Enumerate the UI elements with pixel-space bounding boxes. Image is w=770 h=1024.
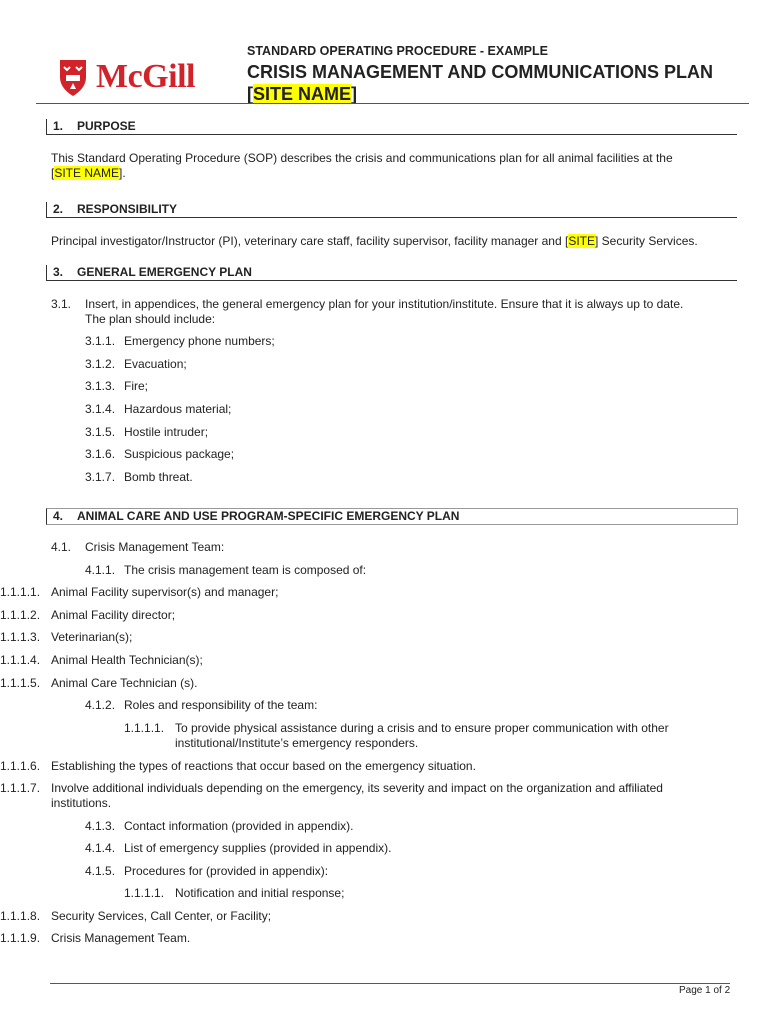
title-line-1: CRISIS MANAGEMENT AND COMMUNICATIONS PLAN bbox=[247, 62, 713, 82]
list-item-number: 1.1.1.2. bbox=[0, 608, 41, 622]
item-number: 4.1.3. bbox=[85, 819, 116, 833]
list-item-number: 3.1.3. bbox=[85, 379, 116, 393]
list-item-text: Evacuation; bbox=[124, 357, 187, 371]
list-item-number: 3.1.6. bbox=[85, 447, 116, 461]
item-text: The crisis management team is composed of: bbox=[124, 563, 367, 577]
list-item-number: 1.1.1.1. bbox=[124, 886, 165, 900]
site-name-placeholder: SITE NAME bbox=[54, 166, 120, 180]
section-heading-program-specific: 4. ANIMAL CARE AND USE PROGRAM-SPECIFIC EMERGENCY PLAN bbox=[46, 508, 738, 525]
list-item-number: 3.1.2. bbox=[85, 357, 116, 371]
item-number: 4.1.1. bbox=[85, 563, 116, 577]
list-item-text: Bomb threat. bbox=[124, 470, 193, 484]
list-item-number: 1.1.1.1. bbox=[124, 721, 165, 735]
item-number: 4.1.2. bbox=[85, 698, 116, 712]
item-number: 4.1.5. bbox=[85, 864, 116, 878]
list-item-text: Fire; bbox=[124, 379, 148, 393]
list-item-text: Security Services, Call Center, or Facility; bbox=[51, 909, 272, 923]
list-item-text: Notification and initial response; bbox=[175, 886, 345, 900]
list-item-number: 3.1.7. bbox=[85, 470, 116, 484]
list-item-text: institutional/Institute’s emergency responders. bbox=[175, 736, 419, 750]
purpose-text-line-2: [SITE NAME]. bbox=[51, 166, 126, 180]
list-item-number: 3.1.1. bbox=[85, 334, 116, 348]
list-item-text: Animal Care Technician (s). bbox=[51, 676, 198, 690]
document-subtitle: STANDARD OPERATING PROCEDURE - EXAMPLE bbox=[247, 44, 548, 58]
responsibility-text: Principal investigator/Instructor (PI), veterinary care staff, facility supervisor, facility manager and [SITE] Security Services. bbox=[51, 234, 698, 248]
site-name-placeholder: SITE NAME bbox=[253, 84, 352, 104]
item-text: List of emergency supplies (provided in appendix). bbox=[124, 841, 392, 855]
page-number: Page 1 of 2 bbox=[679, 985, 731, 996]
list-item-text: institutions. bbox=[51, 796, 112, 810]
list-item-number: 1.1.1.5. bbox=[0, 676, 41, 690]
list-item-text: To provide physical assistance during a crisis and to ensure proper communication with other bbox=[175, 721, 669, 735]
item-number: 3.1. bbox=[51, 297, 72, 311]
section-heading-general-emergency: 3. GENERAL EMERGENCY PLAN bbox=[46, 265, 737, 281]
title-line-2: [SITE NAME] bbox=[247, 84, 358, 104]
list-item-number: 3.1.5. bbox=[85, 425, 116, 439]
list-item-text: Crisis Management Team. bbox=[51, 931, 191, 945]
list-item-number: 1.1.1.3. bbox=[0, 630, 41, 644]
header-divider bbox=[36, 103, 749, 104]
list-item-number: 1.1.1.6. bbox=[0, 759, 41, 773]
list-item-number: 1.1.1.8. bbox=[0, 909, 41, 923]
item-text: The plan should include: bbox=[85, 312, 216, 326]
list-item-text: Hazardous material; bbox=[124, 402, 232, 416]
list-item-text: Suspicious package; bbox=[124, 447, 235, 461]
list-item-number: 1.1.1.7. bbox=[0, 781, 41, 795]
section-heading-responsibility: 2. RESPONSIBILITY bbox=[46, 202, 737, 218]
item-text: Contact information (provided in appendix). bbox=[124, 819, 354, 833]
item-text: Insert, in appendices, the general emergency plan for your institution/institute. Ensure that it is always up to date. bbox=[85, 297, 684, 311]
mcgill-shield-icon bbox=[58, 57, 88, 97]
footer-divider bbox=[50, 983, 730, 984]
list-item-number: 1.1.1.1. bbox=[0, 585, 41, 599]
item-number: 4.1. bbox=[51, 540, 72, 554]
document-title bbox=[247, 61, 713, 105]
list-item-text: Involve additional individuals depending on the emergency, its severity and impact on the organization and affiliated bbox=[51, 781, 663, 795]
list-item-text: Animal Health Technician(s); bbox=[51, 653, 203, 667]
list-item-text: Hostile intruder; bbox=[124, 425, 209, 439]
section-heading-purpose: 1. PURPOSE bbox=[46, 119, 737, 135]
mcgill-logo bbox=[58, 55, 228, 99]
list-item-text: Emergency phone numbers; bbox=[124, 334, 275, 348]
item-text: Procedures for (provided in appendix): bbox=[124, 864, 329, 878]
list-item-text: Establishing the types of reactions that occur based on the emergency situation. bbox=[51, 759, 476, 773]
list-item-number: 1.1.1.9. bbox=[0, 931, 41, 945]
list-item-text: Veterinarian(s); bbox=[51, 630, 133, 644]
site-placeholder: SITE bbox=[568, 234, 595, 248]
item-text: Crisis Management Team: bbox=[85, 540, 225, 554]
item-text: Roles and responsibility of the team: bbox=[124, 698, 318, 712]
list-item-text: Animal Facility director; bbox=[51, 608, 176, 622]
list-item-text: Animal Facility supervisor(s) and manager; bbox=[51, 585, 279, 599]
list-item-number: 3.1.4. bbox=[85, 402, 116, 416]
logo-wordmark: McGill bbox=[96, 58, 195, 95]
purpose-text-line-1: This Standard Operating Procedure (SOP) describes the crisis and communications plan for all animal facilities at the bbox=[51, 151, 673, 165]
item-number: 4.1.4. bbox=[85, 841, 116, 855]
list-item-number: 1.1.1.4. bbox=[0, 653, 41, 667]
